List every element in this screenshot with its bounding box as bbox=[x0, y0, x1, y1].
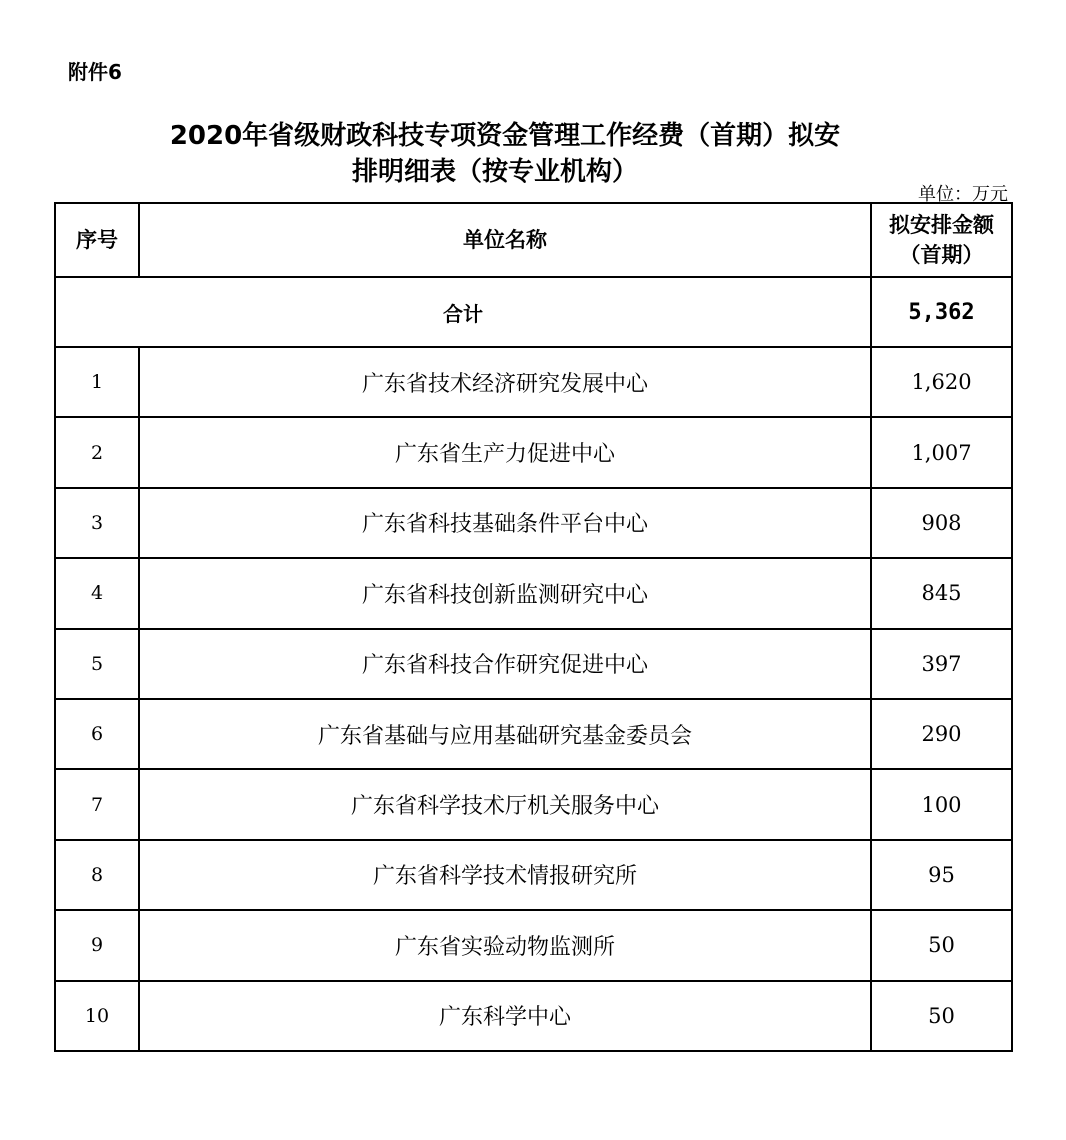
table-row bbox=[55, 417, 1012, 487]
header-amount-line2: （首期） bbox=[899, 243, 984, 267]
row-unit-name: 广东省基础与应用基础研究基金委员会 bbox=[139, 699, 871, 769]
row-amount: 50 bbox=[871, 910, 1012, 980]
row-seq: 2 bbox=[55, 417, 139, 487]
row-unit-name: 广东科学中心 bbox=[139, 981, 871, 1051]
table-header-row bbox=[55, 203, 1012, 277]
table-row bbox=[55, 488, 1012, 558]
table-row bbox=[55, 910, 1012, 980]
table-row bbox=[55, 840, 1012, 910]
row-unit-name: 广东省科技基础条件平台中心 bbox=[139, 488, 871, 558]
row-amount: 95 bbox=[871, 840, 1012, 910]
total-row bbox=[55, 277, 1012, 347]
row-amount: 1,620 bbox=[871, 347, 1012, 417]
document-title-line2: 排明细表（按专业机构） bbox=[351, 157, 638, 187]
header-amount-line1: 拟安排金额 bbox=[889, 213, 994, 237]
row-amount: 100 bbox=[871, 769, 1012, 839]
row-seq: 3 bbox=[55, 488, 139, 558]
row-amount: 1,007 bbox=[871, 417, 1012, 487]
row-amount: 50 bbox=[871, 981, 1012, 1051]
row-amount: 908 bbox=[871, 488, 1012, 558]
row-seq: 7 bbox=[55, 769, 139, 839]
row-unit-name: 广东省科技合作研究促进中心 bbox=[139, 629, 871, 699]
row-amount: 845 bbox=[871, 558, 1012, 628]
row-seq: 6 bbox=[55, 699, 139, 769]
total-label: 合计 bbox=[55, 277, 871, 347]
row-seq: 9 bbox=[55, 910, 139, 980]
table-row bbox=[55, 558, 1012, 628]
row-seq: 1 bbox=[55, 347, 139, 417]
table-row bbox=[55, 629, 1012, 699]
row-amount: 290 bbox=[871, 699, 1012, 769]
allocation-table bbox=[54, 202, 1013, 1052]
table-row bbox=[55, 769, 1012, 839]
header-unit-name: 单位名称 bbox=[139, 203, 871, 277]
document-title-line1: 2020年省级财政科技专项资金管理工作经费（首期）拟安 bbox=[169, 121, 841, 151]
unit-label: 单位：万元 bbox=[918, 184, 1008, 205]
row-seq: 5 bbox=[55, 629, 139, 699]
header-amount bbox=[871, 203, 1012, 277]
table-row bbox=[55, 981, 1012, 1051]
row-seq: 4 bbox=[55, 558, 139, 628]
row-seq: 8 bbox=[55, 840, 139, 910]
table-row bbox=[55, 347, 1012, 417]
row-unit-name: 广东省技术经济研究发展中心 bbox=[139, 347, 871, 417]
annex-label: 附件6 bbox=[68, 60, 122, 84]
row-unit-name: 广东省生产力促进中心 bbox=[139, 417, 871, 487]
total-amount: 5,362 bbox=[871, 277, 1012, 347]
header-seq: 序号 bbox=[55, 203, 139, 277]
row-unit-name: 广东省实验动物监测所 bbox=[139, 910, 871, 980]
row-amount: 397 bbox=[871, 629, 1012, 699]
row-unit-name: 广东省科技创新监测研究中心 bbox=[139, 558, 871, 628]
row-unit-name: 广东省科学技术厅机关服务中心 bbox=[139, 769, 871, 839]
row-unit-name: 广东省科学技术情报研究所 bbox=[139, 840, 871, 910]
table-row bbox=[55, 699, 1012, 769]
row-seq: 10 bbox=[55, 981, 139, 1051]
